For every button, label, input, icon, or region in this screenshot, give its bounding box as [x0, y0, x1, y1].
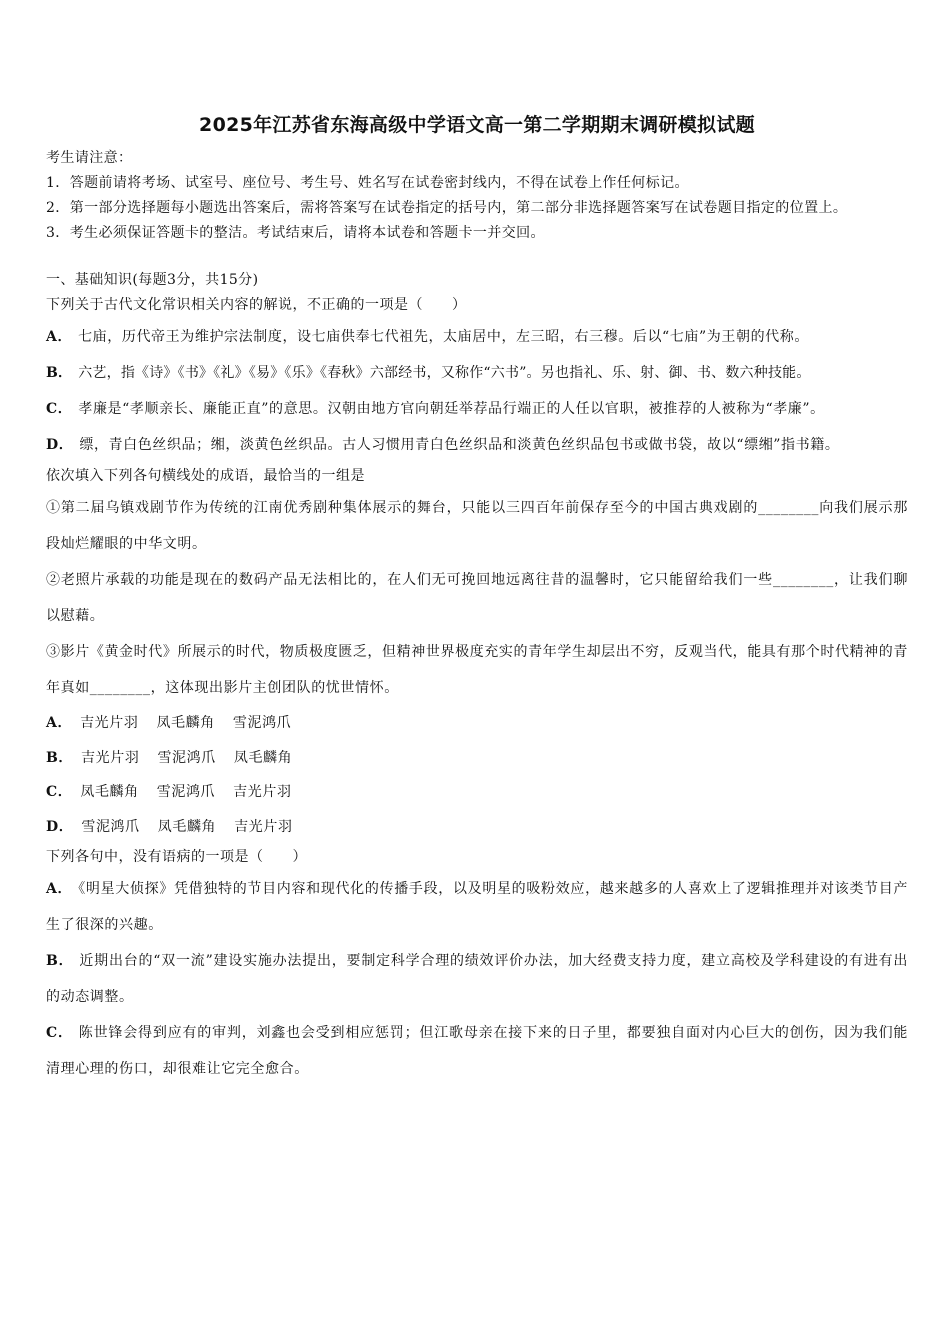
sentence-1: ①第二届乌镇戏剧节作为传统的江南优秀剧种集体展示的舞台，只能以三四百年前保存至今的中国古典戏剧的________向我们展示那段灿烂耀眼的中华文明。 — [46, 500, 908, 552]
option-d — [46, 810, 908, 845]
option-letter: A． — [46, 715, 73, 731]
notice-item: 1．答题前请将考场、试室号、座位号、考生号、姓名写在试卷密封线内，不得在试卷上作任何标记。 — [46, 175, 689, 191]
option-c — [46, 775, 908, 810]
option-a — [46, 706, 908, 741]
option-text: 七庙，历代帝王为维护宗法制度，设七庙供奉七代祖先，太庙居中，左三昭，右三穆。后以“七庙”为王朝的代称。 — [78, 329, 809, 345]
notice-item: 2．第一部分选择题每小题选出答案后，需将答案写在试卷指定的括号内，第二部分非选择题答案写在试卷题目指定的位置上。 — [46, 200, 848, 216]
option-text: 近期出台的“双一流”建设实施办法提出，要制定科学合理的绩效评价办法，加大经费支持力度，建立高校及学科建设的有进有出的动态调整。 — [46, 953, 908, 1005]
option-text: 孝廉是“孝顺亲长、廉能正直”的意思。汉朝由地方官向朝廷举荐品行端正的人任以官职，被推荐的人被称为“孝廉”。 — [78, 401, 825, 417]
option-a — [46, 871, 908, 943]
idiom: 雪泥鸿爪 — [81, 818, 140, 835]
idiom: 凤毛麟角 — [157, 818, 217, 835]
idiom: 吉光片羽 — [81, 749, 140, 766]
section-heading: 一、基础知识(每题3分，共15分) — [46, 272, 259, 288]
idiom: 吉光片羽 — [80, 715, 139, 731]
sentence-2: ②老照片承载的功能是现在的数码产品无法相比的，在人们无可挽回地远离往昔的温馨时，它只能留给我们一些________，让我们聊以慰藉。 — [46, 572, 908, 624]
idiom: 雪泥鸿爪 — [156, 784, 216, 800]
option-letter: A． — [46, 881, 73, 897]
option-letter: D． — [46, 437, 74, 453]
option-letter: B． — [46, 365, 73, 381]
notice-block — [46, 146, 908, 246]
idiom: 雪泥鸿爪 — [157, 749, 216, 766]
idiom: 吉光片羽 — [233, 784, 292, 800]
option-b — [46, 943, 908, 1015]
option-b — [46, 741, 908, 776]
option-text: 陈世锋会得到应有的审判，刘鑫也会受到相应惩罚；但江歌母亲在接下来的日子里，都要独自面对内心巨大的创伤，因为我们能清理心理的伤口，却很难让它完全愈合。 — [46, 1025, 908, 1077]
idiom: 凤毛麟角 — [80, 784, 139, 800]
option-c — [46, 1015, 908, 1087]
question-1 — [46, 292, 908, 463]
question-3 — [46, 844, 908, 1087]
question-stem: 下列关于古代文化常识相关内容的解说，不正确的一项是（ ） — [46, 297, 467, 313]
notice-heading: 考生请注意： — [46, 150, 133, 166]
exam-page — [46, 110, 908, 1087]
option-letter: B． — [46, 749, 74, 766]
option-letter: D． — [46, 818, 74, 835]
option-d — [46, 427, 908, 463]
idiom: 雪泥鸿爪 — [232, 715, 292, 731]
sentence-3: ③影片《黄金时代》所展示的时代，物质极度匮乏，但精神世界极度充实的青年学生却层出不穷，反观当代，能具有那个时代精神的青年真如________，这体现出影片主创团队的忧世情怀。 — [46, 644, 908, 696]
page-title: 2025年江苏省东海高级中学语文高一第二学期期末调研模拟试题 — [199, 114, 755, 136]
option-text: 六艺，指《诗》《书》《礼》《易》《乐》《春秋》六部经书，又称作“六书”。另也指礼、乐、射、御、书、数六种技能。 — [78, 365, 811, 381]
question-2 — [46, 463, 908, 844]
idiom: 吉光片羽 — [234, 818, 293, 835]
notice-item: 3．考生必须保证答题卡的整洁。考试结束后，请将本试卷和答题卡一并交回。 — [46, 225, 545, 241]
option-b — [46, 355, 908, 391]
question-stem: 依次填入下列各句横线处的成语，最恰当的一组是 — [46, 468, 365, 484]
option-c — [46, 391, 908, 427]
option-text: 缥，青白色丝织品；缃，淡黄色丝织品。古人习惯用青白色丝织品和淡黄色丝织品包书或做书袋，故以“缥缃”指书籍。 — [79, 437, 840, 453]
option-text: 《明星大侦探》凭借独特的节目内容和现代化的传播手段，以及明星的吸粉效应，越来越多的人喜欢上了逻辑推理并对该类节目产生了很深的兴趣。 — [46, 881, 909, 933]
option-a — [46, 319, 908, 355]
idiom: 凤毛麟角 — [156, 715, 215, 731]
option-letter: B． — [46, 953, 74, 969]
option-letter: C． — [46, 784, 73, 800]
option-letter: C． — [46, 1025, 73, 1041]
option-letter: C． — [46, 401, 73, 417]
question-stem: 下列各句中，没有语病的一项是（ ） — [46, 849, 307, 865]
option-letter: A． — [46, 329, 73, 345]
idiom: 凤毛麟角 — [233, 749, 293, 766]
